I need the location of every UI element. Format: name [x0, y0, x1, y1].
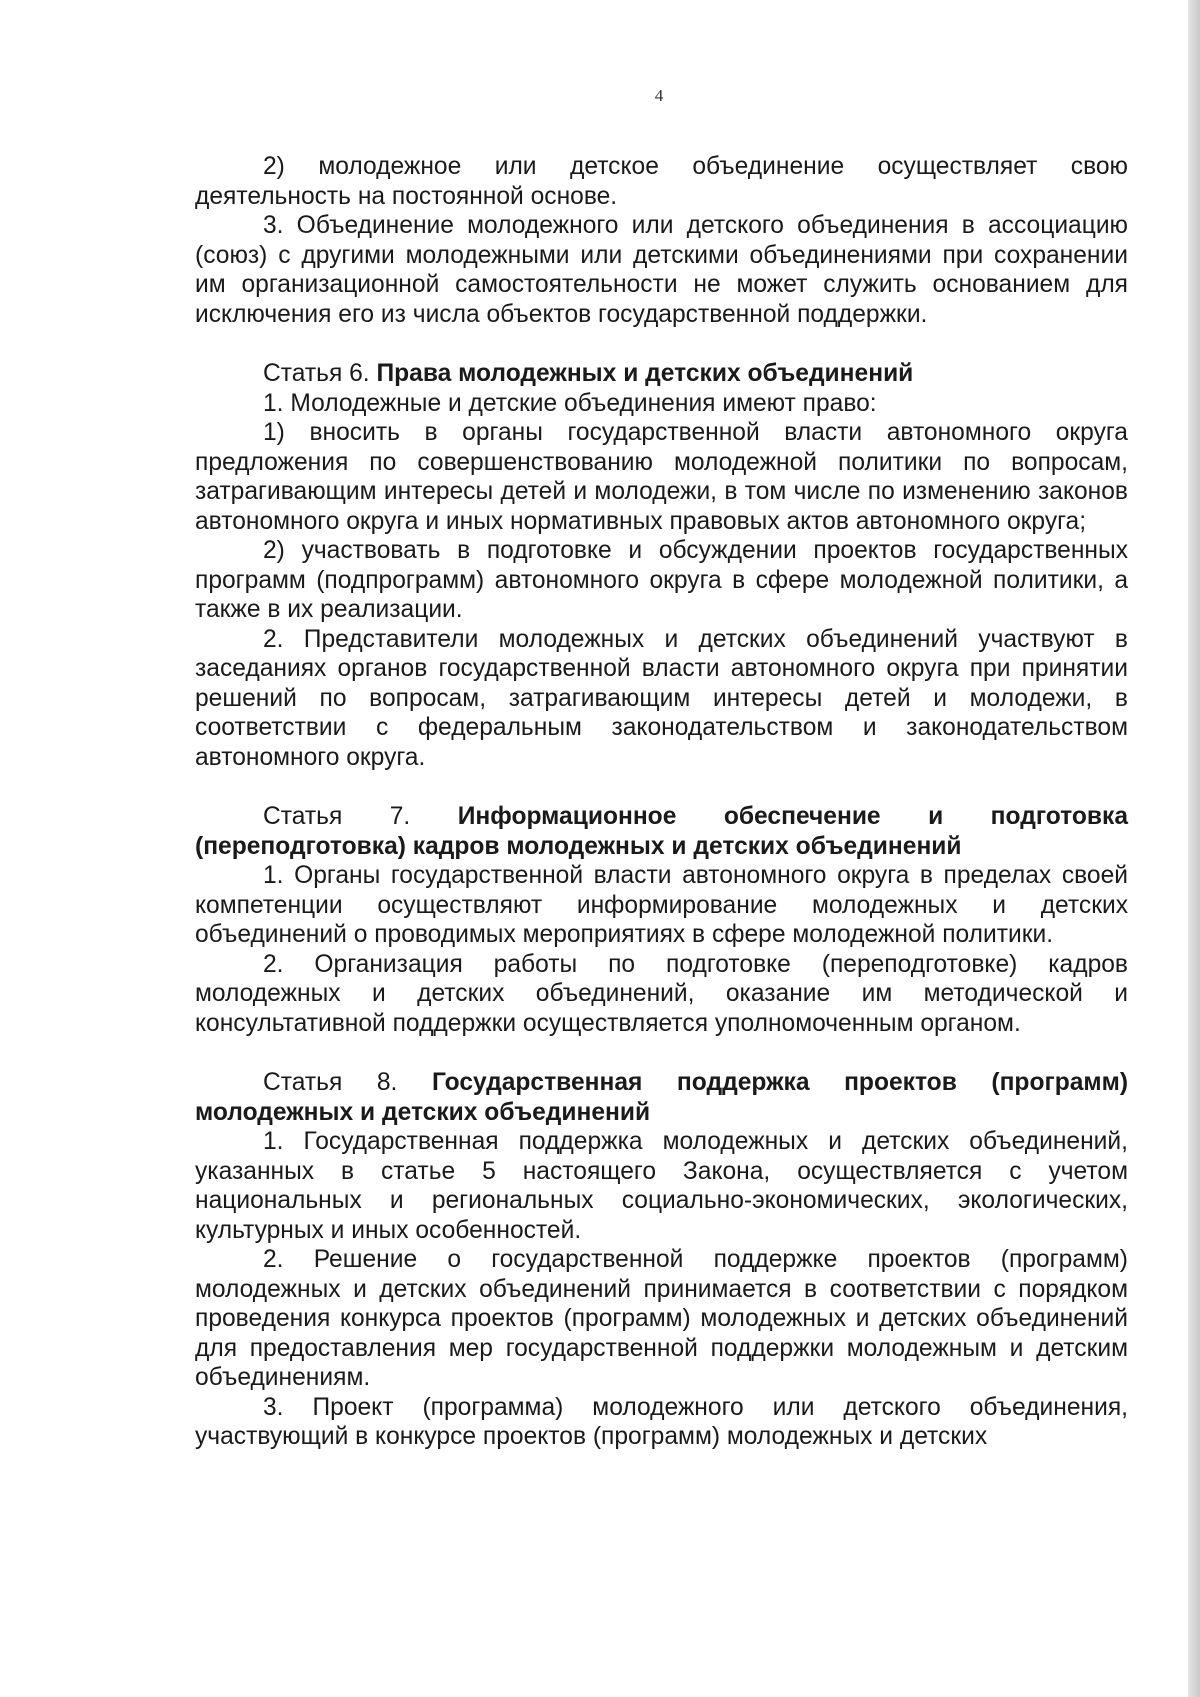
paragraph: 3. Объединение молодежного или детского объединения в ассоциацию (союз) с другими молодежными или детскими объединениями при сохранении им организационной самостоятельности не может служить основанием для исключения его из числа объектов государственной поддержки. [195, 212, 1128, 328]
paragraph: 2. Решение о государственной поддержке проектов (программ) молодежных и детских объединений принимается в соответствии с порядком проведения конкурса проектов (программ) молодежных и детских объединений для предоставления мер государственной поддержки молодежным и детским объединениям. [195, 1246, 1128, 1391]
page-number: 4 [654, 86, 664, 105]
section-gap [195, 1038, 1128, 1068]
paragraph: 3. Проект (программа) молодежного или детского объединения, участвующий в конкурсе проектов (программ) молодежных и детских [195, 1393, 1128, 1450]
article-heading [195, 802, 1128, 861]
article-title: Информационное обеспечение и подготовка (переподготовка) кадров молодежных и детских объединений [195, 803, 1128, 860]
section-gap [195, 772, 1128, 802]
article-number: Статья 8. [263, 1069, 398, 1096]
article-heading [195, 359, 1128, 389]
document-body [195, 152, 1128, 1452]
page-edge-shadow [1188, 0, 1200, 1697]
paragraph: 2) молодежное или детское объединение осуществляет свою деятельность на постоянной основе. [195, 153, 1128, 210]
paragraph: 2. Организация работы по подготовке (переподготовке) кадров молодежных и детских объединений, оказание им методической и консультативной поддержки осуществляется уполномоченным органом. [195, 950, 1128, 1037]
section-gap [195, 329, 1128, 359]
paragraph: 1) вносить в органы государственной власти автономного округа предложения по совершенствованию молодежной политики по вопросам, затрагивающим интересы детей и молодежи, в том числе по изменению законов автономного округа и иных нормативных правовых актов автономного округа; [195, 419, 1128, 535]
article-number: Статья 6. [263, 360, 370, 387]
paragraph: 2. Представители молодежных и детских объединений участвуют в заседаниях органов государственной власти автономного округа при принятии решений по вопросам, затрагивающим интересы детей и молодежи, в соответствии с федеральным законодательством и законодательством автономного округа. [195, 625, 1128, 771]
article-number: Статья 7. [263, 803, 411, 830]
paragraph: 1. Государственная поддержка молодежных и детских объединений, указанных в статье 5 настоящего Закона, осуществляется с учетом национальных и региональных социально-экономических, экологических, культурных и иных особенностей. [195, 1128, 1128, 1244]
article-title: Государственная поддержка проектов (программ) молодежных и детских объединений [195, 1069, 1129, 1126]
paragraph: 1. Молодежные и детские объединения имеют право: [263, 389, 877, 417]
paragraph: 2) участвовать в подготовке и обсуждении проектов государственных программ (подпрограмм) автономного округа в сфере молодежной политики, а также в их реализации. [195, 537, 1128, 623]
article-heading [195, 1068, 1128, 1127]
article-title: Права молодежных и детских объединений [376, 360, 914, 387]
paragraph: 1. Органы государственной власти автономного округа в пределах своей компетенции осуществляют информирование молодежных и детских объединений о проводимых мероприятиях в сфере молодежной политики. [195, 862, 1128, 948]
